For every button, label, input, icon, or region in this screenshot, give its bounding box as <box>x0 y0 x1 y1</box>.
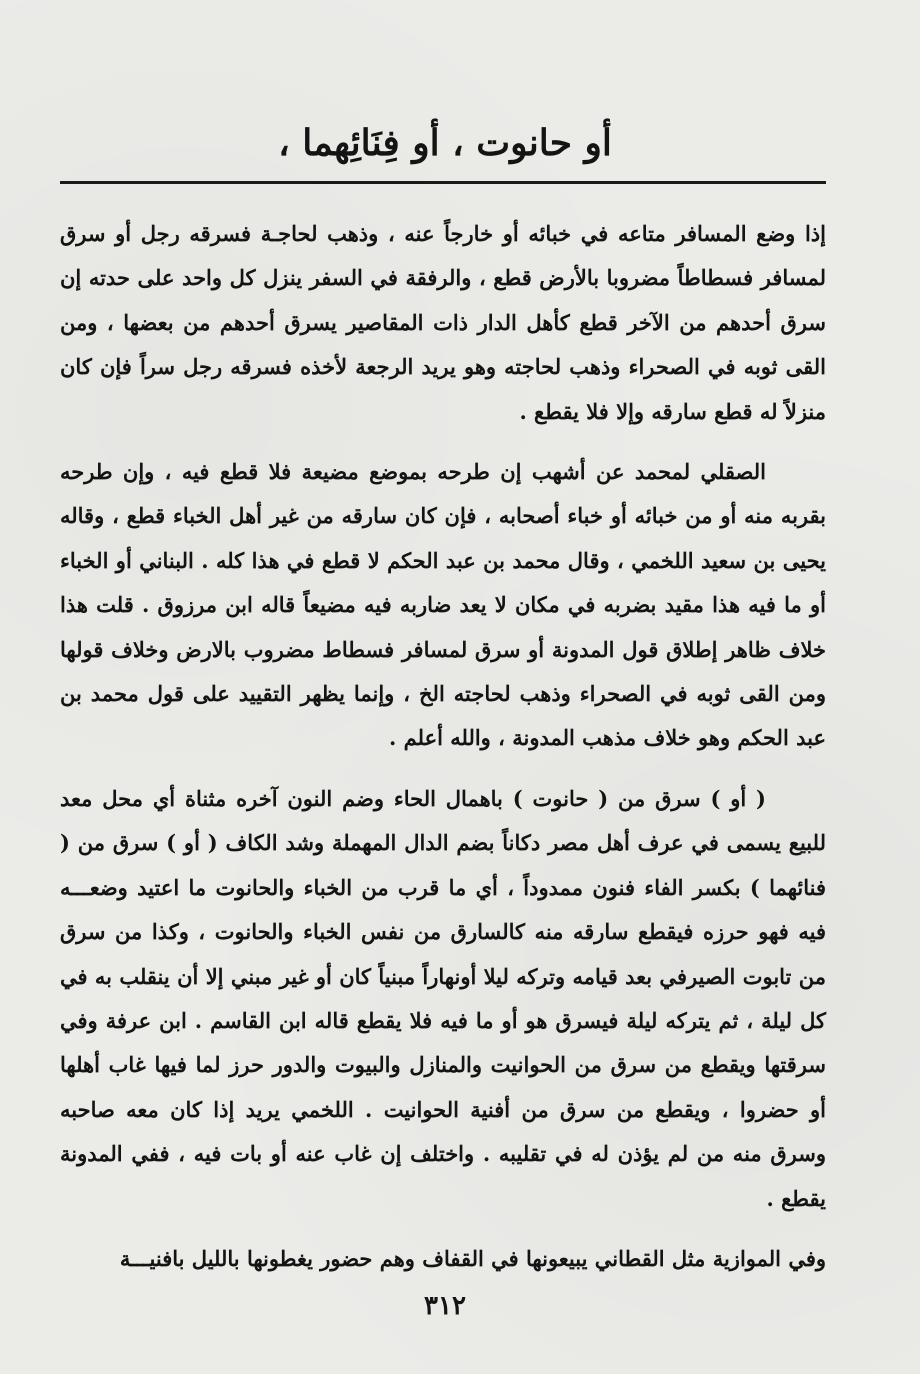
page-body <box>60 212 826 1281</box>
page-header-title: أو حانوت ، أو فِنَائِهما ، <box>278 122 612 164</box>
paragraph-1: إذا وضع المسافر متاعه في خبائه أو خارجاً عنه ، وذهب لحاجـة فسرقه رجل أو سرق لمسافر فسطاطاً مضروبا بالأرض قطع ، والرفقة في السفر ينزل كل واحد على حدته إن سرق أحدهم من الآخر قطع كأهل الدار ذات المقاصير يسرق أحدهم من بعضها ، ومن القى ثوبه في الصحراء وذهب لحاجته وهو يريد الرجعة لأخذه فسرقه رجل سراً فإن كان منزلاً له قطع سارقه وإلا فلا يقطع . <box>60 221 826 424</box>
paragraph-2: الصقلي لمحمد عن أشهب إن طرحه بموضع مضيعة فلا قطع فيه ، وإن طرحه بقربه منه أو من خبائه أو خباء أصحابه ، فإن كان سارقه من غير أهل الخباء قطع ، وقاله يحيى بن سعيد اللخمي ، وقال محمد بن عبد الحكم لا قطع في هذا كله . البناني أو الخباء أو ما فيه هذا مقيد بضربه في مكان لا يعد ضاربه فيه مضيعاً قاله ابن مرزوق . قلت هذا خلاف ظاهر إطلاق قول المدونة أو سرق لمسافر فسطاط مضروب بالارض وخلاف قولها ومن القى ثوبه في الصحراء وذهب لحاجته الخ ، وإنما يظهر التقييد على قول محمد بن عبد الحكم وهو خلاف مذهب المدونة ، والله أعلم . <box>60 459 826 751</box>
paragraph-3: ( أو ) سرق من ( حانوت ) باهمال الحاء وضم النون آخره مثناة أي محل معد للبيع يسمى في عرف أهل مصر دكاناً بضم الدال المهملة وشد الكاف ( أو ) سرق من ( فنائهما ) بكسر الفاء فنون ممدوداً ، أي ما قرب من الخباء والحانوت ما اعتيد وضعـــه فيه فهو حرزه فيقطع سارقه منه كالسارق من نفس الخباء والحانوت ، وكذا من سرق من تابوت الصيرفي بعد قيامه وتركه ليلا أونهاراً مبنياً كان أو غير مبني إلا أن ينقلب به في كل ليلة ، ثم يتركه ليلة فيسرق هو أو ما فيه فلا يقطع قاله ابن القاسم . ابن عرفة وفي سرقتها ويقطع من سرق من الحوانيت والمنازل والبيوت والدور حرز لما فيها غاب أهلها أو حضروا ، ويقطع من سرق من أفنية الحوانيت . اللخمي يريد إذا كان معه صاحبه وسرق منه من لم يؤذن له في تقليبه . واختلف إن غاب عنه أو بات فيه ، ففي المدونة يقطع . <box>60 785 826 1211</box>
page-number: ٣١٢ <box>424 1291 466 1321</box>
paragraph-4: وفي الموازية مثل القطاني يبيعونها في القفاف وهم حضور يغطونها بالليل بافنيـــة <box>119 1245 826 1271</box>
header-rule <box>60 181 826 184</box>
